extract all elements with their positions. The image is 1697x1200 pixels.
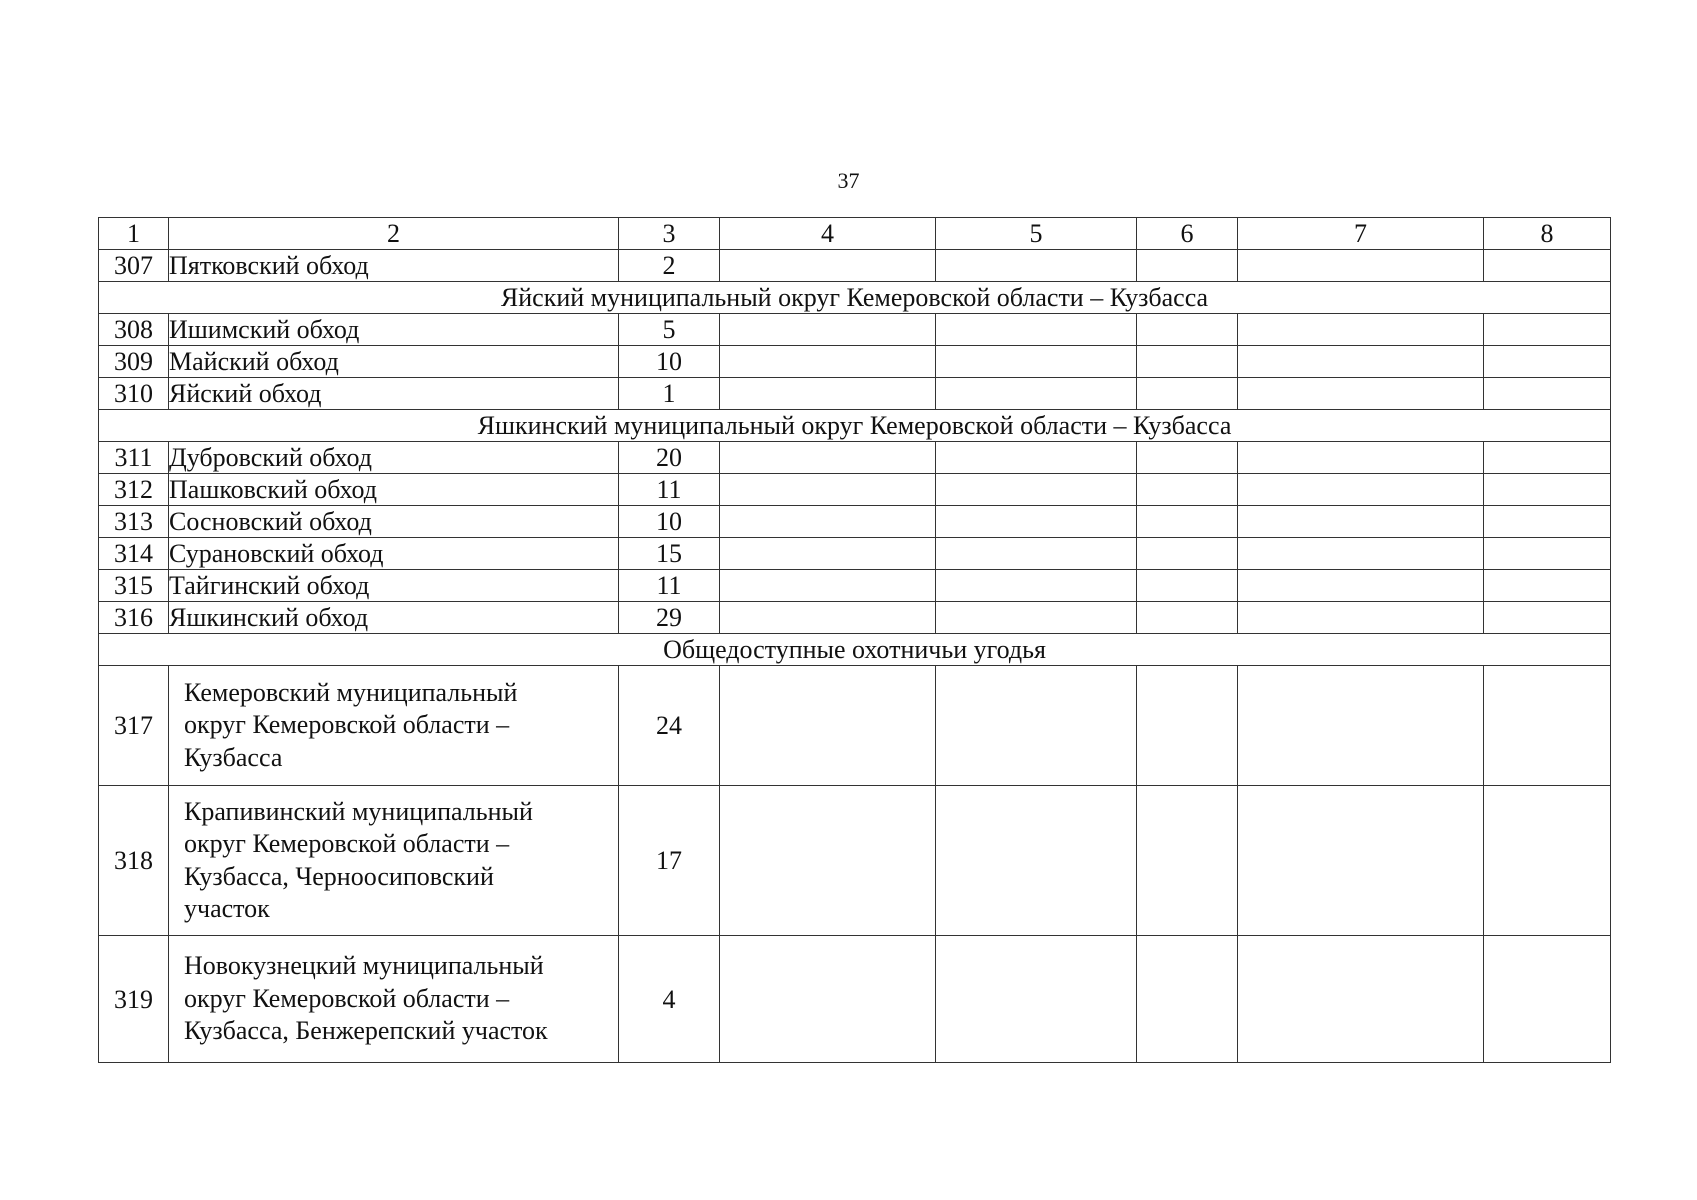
row-count: 15: [619, 538, 720, 570]
empty-cell-col-6: [1137, 570, 1238, 602]
empty-cell-col-7: [1238, 666, 1484, 786]
empty-cell-col-6: [1137, 314, 1238, 346]
empty-cell-col-5: [936, 442, 1137, 474]
column-header: 5: [936, 218, 1137, 250]
row-count: 10: [619, 346, 720, 378]
row-number: 315: [99, 570, 169, 602]
empty-cell-col-4: [720, 250, 936, 282]
empty-cell-col-8: [1484, 570, 1611, 602]
section-header-row: [99, 634, 1611, 666]
table-row: [99, 786, 1611, 936]
table-row: [99, 602, 1611, 634]
table-row: [99, 474, 1611, 506]
empty-cell-col-7: [1238, 346, 1484, 378]
empty-cell-col-5: [936, 538, 1137, 570]
empty-cell-col-8: [1484, 666, 1611, 786]
table-body: [99, 218, 1611, 1063]
row-name: [169, 570, 619, 602]
row-name: [169, 442, 619, 474]
row-name-line: Новокузнецкий муниципальный: [184, 951, 544, 981]
page-number: 37: [837, 168, 860, 193]
section-header-row: [99, 410, 1611, 442]
table-row: [99, 506, 1611, 538]
empty-cell-col-4: [720, 346, 936, 378]
row-count: 24: [619, 666, 720, 786]
row-name: [169, 314, 619, 346]
empty-cell-col-5: [936, 570, 1137, 602]
row-number: 313: [99, 506, 169, 538]
empty-cell-col-8: [1484, 250, 1611, 282]
empty-cell-col-5: [936, 378, 1137, 410]
empty-cell-col-4: [720, 506, 936, 538]
row-name-line: Яшкинский обход: [169, 603, 369, 632]
section-header-row: [99, 282, 1611, 314]
row-name-line: Крапивинский муниципальный: [184, 796, 533, 826]
empty-cell-col-8: [1484, 506, 1611, 538]
row-name: [169, 378, 619, 410]
empty-cell-col-5: [936, 936, 1137, 1063]
row-name-line: Майский обход: [169, 347, 339, 376]
column-header: 2: [169, 218, 619, 250]
table-row: [99, 538, 1611, 570]
empty-cell-col-7: [1238, 602, 1484, 634]
row-count: 11: [619, 570, 720, 602]
empty-cell-col-4: [720, 474, 936, 506]
empty-cell-col-4: [720, 538, 936, 570]
empty-cell-col-6: [1137, 538, 1238, 570]
empty-cell-col-8: [1484, 378, 1611, 410]
empty-cell-col-8: [1484, 314, 1611, 346]
row-name-line: Сурановский обход: [169, 539, 384, 568]
row-name-line: Яйский обход: [169, 379, 322, 408]
row-number: 308: [99, 314, 169, 346]
table-row: [99, 936, 1611, 1063]
row-count: 2: [619, 250, 720, 282]
empty-cell-col-6: [1137, 786, 1238, 936]
empty-cell-col-8: [1484, 538, 1611, 570]
empty-cell-col-5: [936, 506, 1137, 538]
empty-cell-col-8: [1484, 442, 1611, 474]
empty-cell-col-5: [936, 666, 1137, 786]
row-number: 314: [99, 538, 169, 570]
empty-cell-col-7: [1238, 786, 1484, 936]
empty-cell-col-4: [720, 570, 936, 602]
row-name: [169, 602, 619, 634]
row-count: 29: [619, 602, 720, 634]
empty-cell-col-5: [936, 786, 1137, 936]
row-name-line: Пашковский обход: [169, 475, 377, 504]
row-name: [169, 250, 619, 282]
table-row: [99, 314, 1611, 346]
empty-cell-col-4: [720, 314, 936, 346]
empty-cell-col-7: [1238, 474, 1484, 506]
row-name-line: Дубровский обход: [169, 443, 372, 472]
empty-cell-col-5: [936, 474, 1137, 506]
row-name-line: Тайгинский обход: [169, 571, 370, 600]
row-name-line: Кузбасса, Черноосиповский: [184, 861, 494, 891]
section-title: Яйский муниципальный округ Кемеровской области – Кузбасса: [99, 282, 1611, 314]
row-number: 307: [99, 250, 169, 282]
empty-cell-col-4: [720, 666, 936, 786]
empty-cell-col-4: [720, 936, 936, 1063]
empty-cell-col-5: [936, 250, 1137, 282]
row-number: 317: [99, 666, 169, 786]
empty-cell-col-7: [1238, 442, 1484, 474]
empty-cell-col-6: [1137, 602, 1238, 634]
row-name-line: Сосновский обход: [169, 507, 372, 536]
row-name: [169, 474, 619, 506]
section-title: Яшкинский муниципальный округ Кемеровской области – Кузбасса: [99, 410, 1611, 442]
row-number: 310: [99, 378, 169, 410]
row-name: [169, 538, 619, 570]
column-header: 3: [619, 218, 720, 250]
row-name-line: округ Кемеровской области –: [184, 983, 510, 1013]
empty-cell-col-5: [936, 602, 1137, 634]
row-name: [169, 936, 619, 1063]
row-number: 309: [99, 346, 169, 378]
row-count: 17: [619, 786, 720, 936]
row-name-line: Кузбасса, Бенжерепский участок: [184, 1016, 548, 1046]
empty-cell-col-7: [1238, 538, 1484, 570]
empty-cell-col-8: [1484, 602, 1611, 634]
empty-cell-col-6: [1137, 936, 1238, 1063]
empty-cell-col-6: [1137, 346, 1238, 378]
row-number: 319: [99, 936, 169, 1063]
empty-cell-col-6: [1137, 474, 1238, 506]
row-name: [169, 666, 619, 786]
row-count: 5: [619, 314, 720, 346]
row-count: 10: [619, 506, 720, 538]
column-number-row: [99, 218, 1611, 250]
row-number: 311: [99, 442, 169, 474]
table-row: [99, 378, 1611, 410]
empty-cell-col-8: [1484, 346, 1611, 378]
table-row: [99, 570, 1611, 602]
row-name-line: Кемеровский муниципальный: [184, 677, 518, 707]
hunting-grounds-table: [98, 217, 1611, 1063]
empty-cell-col-5: [936, 314, 1137, 346]
empty-cell-col-4: [720, 786, 936, 936]
row-name: [169, 346, 619, 378]
section-title: Общедоступные охотничьи угодья: [99, 634, 1611, 666]
row-name-line: Кузбасса: [184, 742, 283, 772]
empty-cell-col-8: [1484, 936, 1611, 1063]
row-count: 4: [619, 936, 720, 1063]
column-header: 7: [1238, 218, 1484, 250]
row-name-line: Пятковский обход: [169, 251, 369, 280]
column-header: 4: [720, 218, 936, 250]
row-name-line: округ Кемеровской области –: [184, 829, 510, 858]
empty-cell-col-6: [1137, 506, 1238, 538]
empty-cell-col-5: [936, 346, 1137, 378]
empty-cell-col-4: [720, 378, 936, 410]
empty-cell-col-7: [1238, 506, 1484, 538]
empty-cell-col-6: [1137, 378, 1238, 410]
row-name-line: Ишимский обход: [169, 315, 360, 344]
row-count: 11: [619, 474, 720, 506]
column-header: 8: [1484, 218, 1611, 250]
row-number: 312: [99, 474, 169, 506]
row-name-line: участок: [184, 894, 270, 923]
column-header: 6: [1137, 218, 1238, 250]
row-name-line: округ Кемеровской области –: [184, 710, 510, 740]
empty-cell-col-8: [1484, 786, 1611, 936]
empty-cell-col-6: [1137, 666, 1238, 786]
table-row: [99, 250, 1611, 282]
empty-cell-col-7: [1238, 570, 1484, 602]
empty-cell-col-7: [1238, 250, 1484, 282]
empty-cell-col-4: [720, 602, 936, 634]
row-count: 20: [619, 442, 720, 474]
empty-cell-col-6: [1137, 250, 1238, 282]
row-count: 1: [619, 378, 720, 410]
empty-cell-col-7: [1238, 314, 1484, 346]
empty-cell-col-7: [1238, 936, 1484, 1063]
table-row: [99, 442, 1611, 474]
row-number: 318: [99, 786, 169, 936]
row-name: [169, 786, 619, 936]
empty-cell-col-7: [1238, 378, 1484, 410]
row-number: 316: [99, 602, 169, 634]
column-header: 1: [99, 218, 169, 250]
table-row: [99, 346, 1611, 378]
row-name: [169, 506, 619, 538]
empty-cell-col-8: [1484, 474, 1611, 506]
empty-cell-col-6: [1137, 442, 1238, 474]
table-row: [99, 666, 1611, 786]
empty-cell-col-4: [720, 442, 936, 474]
